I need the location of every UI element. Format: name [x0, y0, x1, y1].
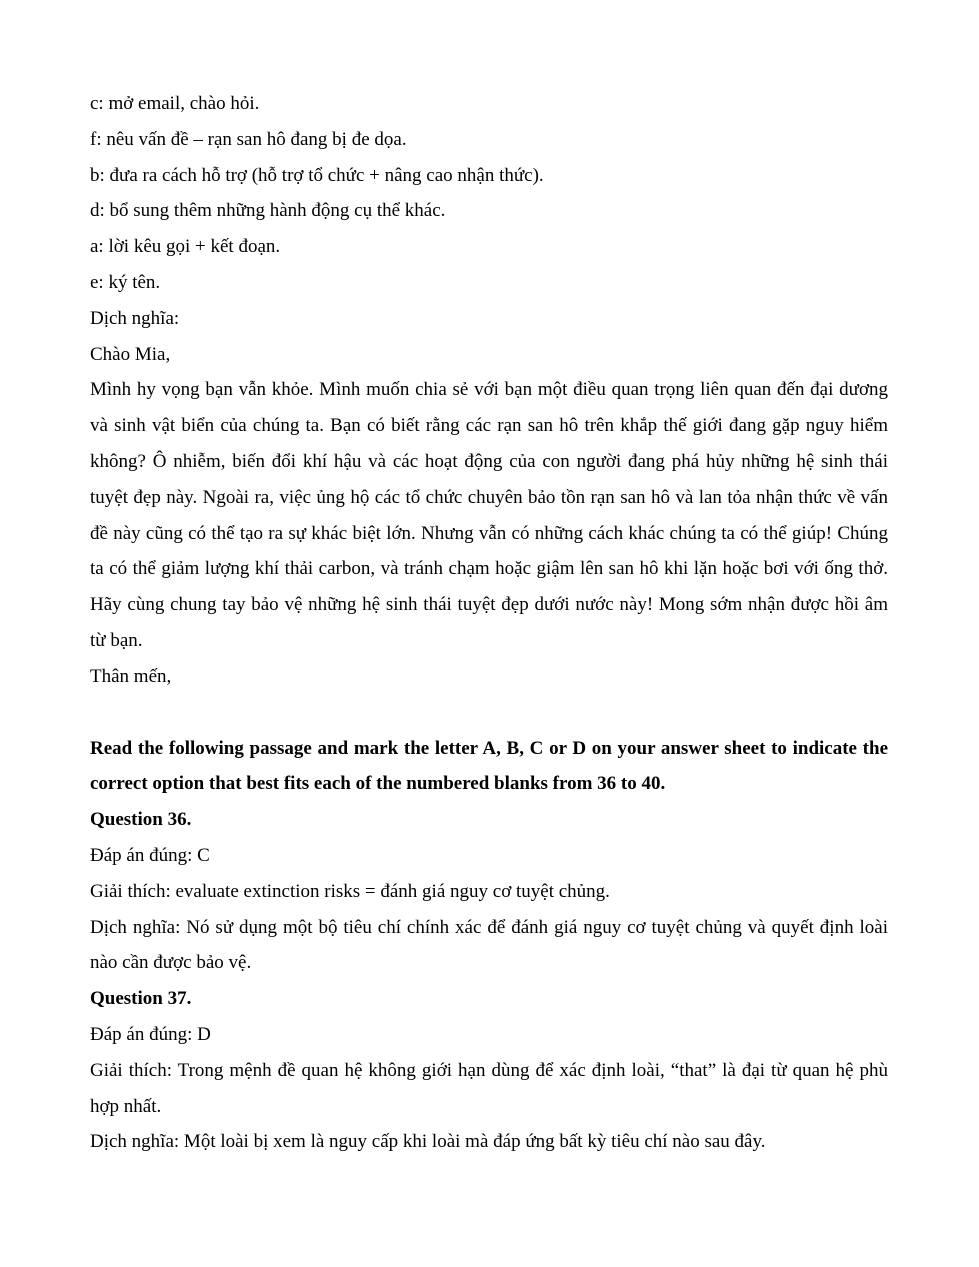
translation-heading: Dịch nghĩa:: [90, 307, 180, 329]
outline-item-b: b: đưa ra cách hỗ trợ (hỗ trợ tổ chức + nâng cao nhận thức).: [90, 164, 544, 186]
letter-greeting: Chào Mia,: [90, 343, 171, 365]
correct-answer: Đáp án đúng: D: [90, 1023, 211, 1045]
outline-item-a: a: lời kêu gọi + kết đoạn.: [90, 236, 281, 258]
correct-answer: Đáp án đúng: C: [90, 844, 210, 866]
outline-item-e: e: ký tên.: [90, 271, 161, 293]
explanation: Giải thích: evaluate extinction risks = đánh giá nguy cơ tuyệt chủng.: [90, 880, 610, 902]
letter-body: Mình hy vọng bạn vẫn khỏe. Mình muốn chia sẻ với bạn một điều quan trọng liên quan đến đại dương và sinh vật biển của chúng ta. Bạn có biết rằng các rạn san hô trên khắp thế giới đang gặp nguy hiểm không? Ô nhiễm, biến đổi khí hậu và các hoạt động của con người đang phá hủy những hệ sinh thái tuyệt đẹp này. Ngoài ra, việc ủng hộ các tổ chức chuyên bảo tồn rạn san hô và lan tỏa nhận thức về vấn đề này cũng có thể tạo ra sự khác biệt lớn. Nhưng vẫn có những cách khác chúng ta có thể giúp! Chúng ta có thể giảm lượng khí thải carbon, và tránh chạm hoặc giậm lên san hô khi lặn hoặc bơi với ống thở. Hãy cùng chung tay bảo vệ những hệ sinh thái tuyệt đẹp dưới nước này! Mong sớm nhận được hồi âm từ bạn.: [90, 379, 888, 651]
section-spacer: [90, 695, 888, 731]
question-translation: Dịch nghĩa: Nó sử dụng một bộ tiêu chí chính xác để đánh giá nguy cơ tuyệt chủng và quyết định loài nào cần được bảo vệ.: [90, 916, 888, 974]
outline-item-f: f: nêu vấn đề – rạn san hô đang bị đe dọa.: [90, 128, 407, 150]
question-translation: Dịch nghĩa: Một loài bị xem là nguy cấp khi loài mà đáp ứng bất kỳ tiêu chí nào sau đây.: [90, 1131, 766, 1153]
letter-closing: Thân mến,: [90, 665, 172, 687]
passage-instruction: Read the following passage and mark the letter A, B, C or D on your answer sheet to indicate the correct option that best fits each of the numbered blanks from 36 to 40.: [90, 737, 888, 795]
document-page: [90, 86, 888, 1160]
question-title: Question 36.: [90, 809, 192, 831]
question-37: [90, 981, 888, 1160]
outline-item-d: d: bổ sung thêm những hành động cụ thể khác.: [90, 200, 446, 222]
outline-item-c: c: mở email, chào hỏi.: [90, 93, 260, 114]
question-36: [90, 802, 888, 981]
question-title: Question 37.: [90, 988, 192, 1010]
explanation: Giải thích: Trong mệnh đề quan hệ không giới hạn dùng để xác định loài, “that” là đại từ quan hệ phù hợp nhất.: [90, 1059, 888, 1117]
